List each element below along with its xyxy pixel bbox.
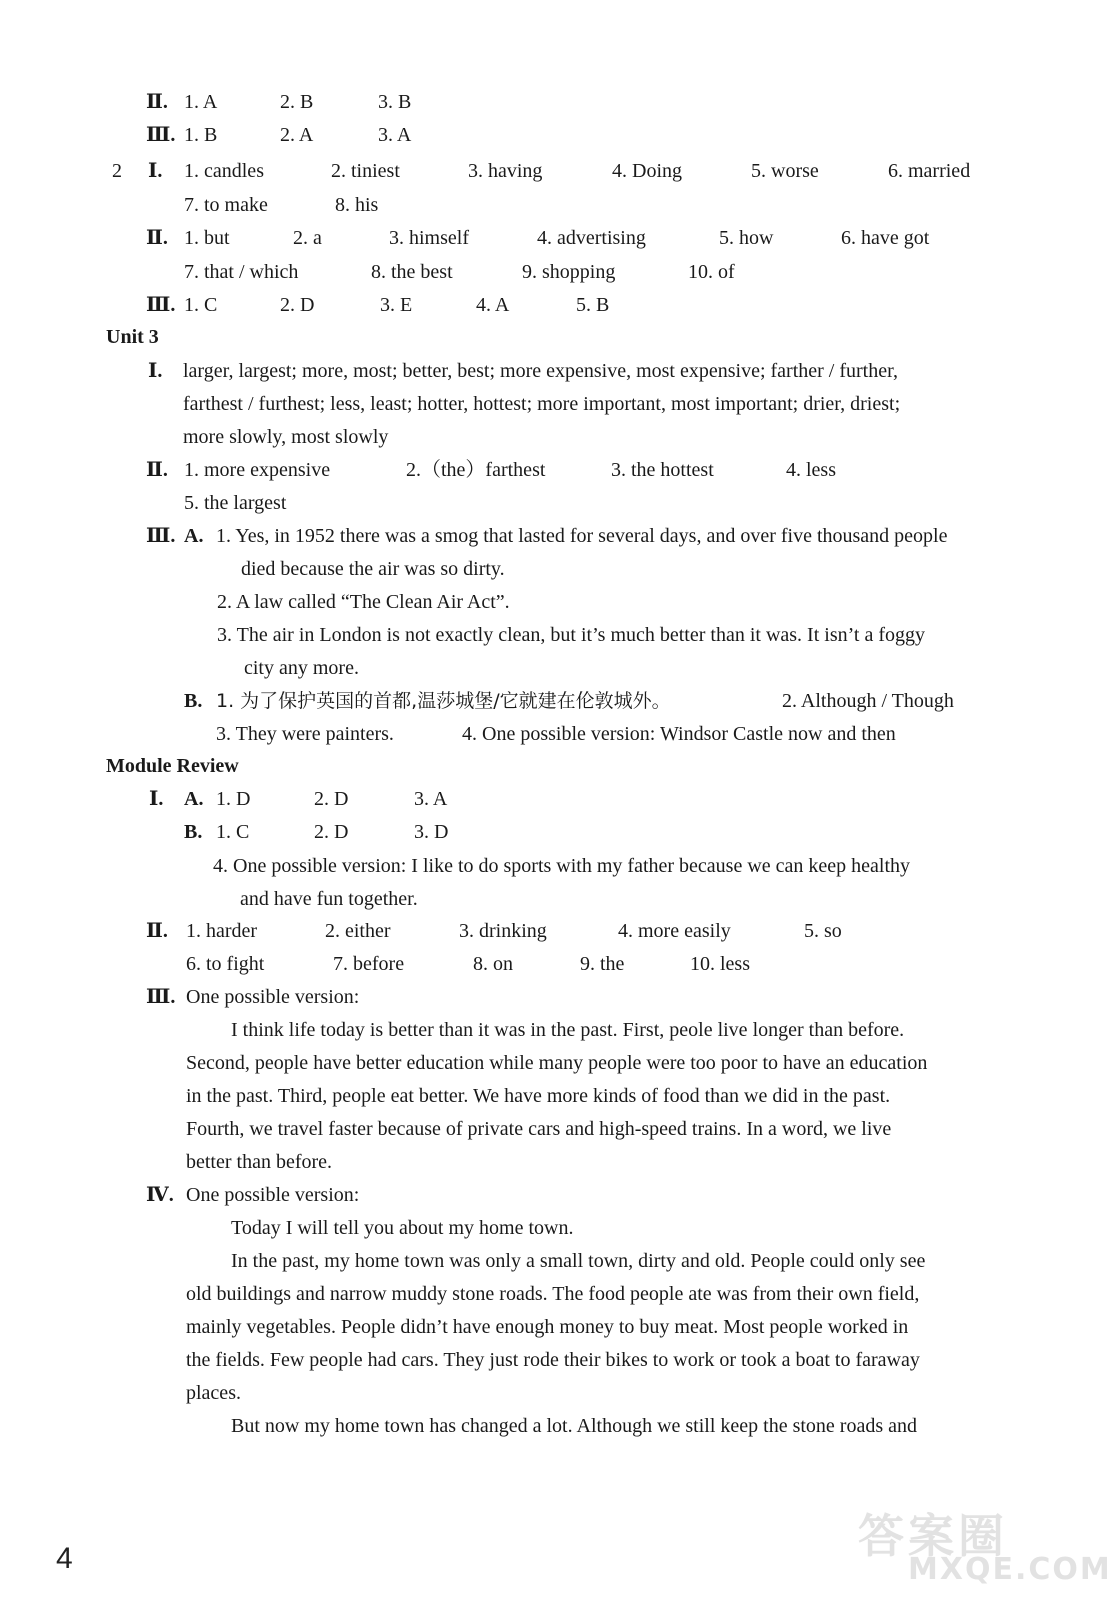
essay-line: Fourth, we travel faster because of private cars and high-speed trains. In a word, we live [186, 1118, 892, 1140]
section-label: Ⅲ. [146, 525, 176, 547]
answer-intro: One possible version: [186, 1184, 360, 1206]
essay-line: mainly vegetables. People didn’t have enough money to buy meat. Most people worked in [186, 1316, 909, 1338]
answer: 1. C [216, 821, 250, 843]
essay-line: places. [186, 1382, 241, 1404]
section-label: Ⅱ. [146, 459, 168, 481]
module-review-heading: Module Review [106, 755, 239, 777]
answer: 3. having [468, 160, 543, 182]
answer: 6. married [888, 160, 971, 182]
answer: 3. B [378, 91, 412, 113]
answer-text: 2. Although / Though [782, 690, 954, 712]
section-label: Ⅲ. [146, 294, 176, 316]
section-label: Ⅰ. [148, 160, 163, 182]
watermark-domain: MXQE.COM [908, 1552, 1112, 1587]
answer: 2. tiniest [331, 160, 400, 182]
answer: 2. D [280, 294, 315, 316]
answer: 1. B [184, 124, 218, 146]
answer-text: more slowly, most slowly [183, 426, 389, 448]
answer: 4. advertising [537, 227, 646, 249]
answer: 6. have got [841, 227, 930, 249]
essay-line: I think life today is better than it was in the past. First, peole live longer than before. [231, 1019, 905, 1041]
answer: 1. more expensive [184, 459, 331, 481]
answer: 8. on [473, 953, 513, 975]
watermark-logo [838, 1500, 1112, 1596]
answer: 2. either [325, 920, 391, 942]
answer-text: 4. One possible version: I like to do sports with my father because we can keep healthy [213, 855, 911, 877]
answer: 4. more easily [618, 920, 731, 942]
answer: 2. B [280, 91, 314, 113]
answer-text: larger, largest; more, most; better, best; more expensive, most expensive; farther / further, [183, 360, 898, 382]
answer-text: and have fun together. [240, 888, 418, 910]
section-label: Ⅱ. [146, 227, 168, 249]
answer-text: died because the air was so dirty. [241, 558, 505, 580]
answer: 2. D [314, 821, 349, 843]
answer: 1. D [216, 788, 251, 810]
answer-intro: One possible version: [186, 986, 360, 1008]
answer: 3. the hottest [611, 459, 714, 481]
answer-text: 1. Yes, in 1952 there was a smog that lasted for several days, and over five thousand people [216, 525, 948, 547]
essay-line: In the past, my home town was only a small town, dirty and old. People could only see [231, 1250, 926, 1272]
essay-line: old buildings and narrow muddy stone roads. The food people ate was from their own field, [186, 1283, 920, 1305]
section-label: Ⅱ. [146, 91, 168, 113]
answer: 2. D [314, 788, 349, 810]
part-label: B. [184, 821, 203, 843]
answer: 1. candles [184, 160, 264, 182]
essay-line: in the past. Third, people eat better. We have more kinds of food than we did in the past. [186, 1085, 891, 1107]
answer: 4. Doing [612, 160, 682, 182]
answer: 6. to fight [186, 953, 265, 975]
answer: 1. C [184, 294, 218, 316]
answer: 8. the best [371, 261, 453, 283]
answer-text: 3. They were painters. [216, 723, 394, 745]
answer: 5. the largest [184, 492, 287, 514]
section-label: Ⅰ. [149, 788, 164, 810]
answer: 8. his [335, 194, 379, 216]
answer: 1. A [184, 91, 218, 113]
answer: 3. A [378, 124, 412, 146]
page-number: 4 [56, 1542, 73, 1575]
answer: 10. less [690, 953, 750, 975]
answer-text: city any more. [244, 657, 359, 679]
answer: 10. of [688, 261, 735, 283]
watermark-text: 答案圈 [858, 1509, 1008, 1563]
answer: 3. E [380, 294, 413, 316]
essay-line: better than before. [186, 1151, 333, 1173]
section-label: Ⅰ. [148, 360, 163, 382]
answer: 7. to make [184, 194, 268, 216]
part-label: A. [184, 525, 204, 547]
section-label: Ⅱ. [146, 920, 168, 942]
answer: 1. but [184, 227, 230, 249]
answer: 1. harder [186, 920, 258, 942]
essay-line: Second, people have better education while many people were too poor to have an education [186, 1052, 928, 1074]
section-label: Ⅲ. [146, 124, 176, 146]
part-label: A. [184, 788, 204, 810]
exercise-number: 2 [112, 160, 122, 182]
answer-text: 4. One possible version: Windsor Castle now and then [462, 723, 896, 745]
answer: 2. a [293, 227, 322, 249]
answer: 4. less [786, 459, 836, 481]
answer-text: farthest / furthest; less, least; hotter, hottest; more important, most important; drier, driest; [183, 393, 901, 415]
answer: 5. B [576, 294, 610, 316]
answer: 9. shopping [522, 261, 616, 283]
answer-text: 2. A law called “The Clean Air Act”. [217, 591, 510, 613]
answer: 4. A [476, 294, 510, 316]
answer: 3. himself [389, 227, 469, 249]
answer: 5. so [804, 920, 842, 942]
section-label: Ⅳ. [146, 1184, 174, 1206]
answer: 7. before [333, 953, 405, 975]
answer-text: 3. The air in London is not exactly clean, but it’s much better than it was. It isn’t a foggy [217, 624, 925, 646]
part-label: B. [184, 690, 203, 712]
essay-line: Today I will tell you about my home town. [231, 1217, 574, 1239]
essay-line: the fields. Few people had cars. They just rode their bikes to work or took a boat to faraway [186, 1349, 920, 1371]
answer: 9. the [580, 953, 625, 975]
answer-text: 1. 为了保护英国的首都,温莎城堡/它就建在伦敦城外。 [216, 690, 671, 712]
answer: 2. A [280, 124, 314, 146]
answer: 3. D [414, 821, 449, 843]
answer: 2.（the）farthest [406, 459, 546, 481]
essay-line: But now my home town has changed a lot. Although we still keep the stone roads and [231, 1415, 917, 1437]
section-label: Ⅲ. [146, 986, 176, 1008]
answer: 3. drinking [459, 920, 547, 942]
unit-3-heading: Unit 3 [106, 326, 159, 348]
answer: 3. A [414, 788, 448, 810]
answer: 5. worse [751, 160, 819, 182]
answer: 7. that / which [184, 261, 299, 283]
answer: 5. how [719, 227, 774, 249]
